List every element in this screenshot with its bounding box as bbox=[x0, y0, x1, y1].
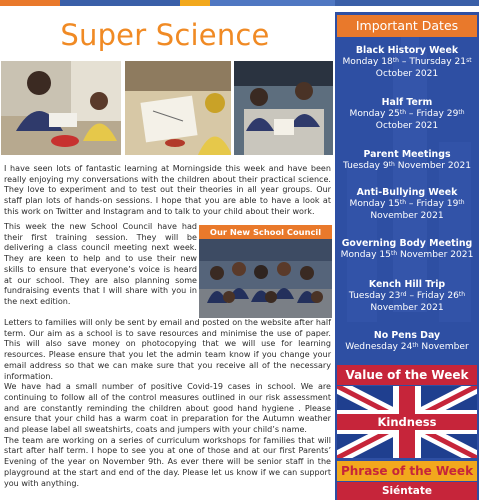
workshops-paragraph: The team are working on a series of curriculum workshops for families that will start after half term. I hope to see you at one of those and at our first Parents’ Evening of the year on November 9th. As ever there will be senior staff in the playground at the start and end of the day. Please let us know if we can support you with anything. bbox=[4, 435, 331, 488]
school-council-caption: Our New School Council bbox=[199, 225, 332, 239]
phrase-of-week-text: Siéntate bbox=[381, 485, 432, 497]
science-photo-3 bbox=[233, 60, 334, 156]
event-no-pens-day bbox=[335, 330, 479, 354]
event-date: Tuesday 9th November 2021 bbox=[342, 161, 472, 171]
event-date: Wednesday 24th November bbox=[345, 342, 469, 352]
event-parent-meetings bbox=[335, 149, 479, 173]
value-of-week-header: Value of the Week bbox=[337, 365, 477, 385]
science-paragraph: I have seen lots of fantastic learning at Morningside this week and have been really enjoying my conversations with the children about their practical science. They love to experiment and to test out their theories in all year groups. Our staff plan lots of hands-on sessions. I hope that you are able to have a look at this work on Twitter and Instagram and to talk to your child about their work. bbox=[4, 164, 331, 216]
science-photo-2 bbox=[124, 60, 232, 156]
important-dates-header: Important Dates bbox=[337, 15, 477, 37]
event-date: Monday 25th – Friday 29th October 2021 bbox=[349, 109, 465, 131]
letters-paragraph: Letters to families will only be sent by email and posted on the website after half term. Our aim as a school is to save resources and minimise the use of paper. This will also save money on photocopying that we will use for learning resources. Please ensure that you let the admin team know if you change your email address so that we can make sure that you receive all of the necessary information. bbox=[4, 318, 331, 381]
news-paragraphs bbox=[4, 318, 331, 489]
event-title: Anti-Bullying Week bbox=[356, 187, 458, 198]
page-title: Super Science bbox=[60, 18, 270, 52]
event-title: No Pens Day bbox=[373, 330, 441, 341]
value-of-week-text: Kindness bbox=[377, 415, 437, 429]
event-title: Kench Hill Trip bbox=[368, 279, 446, 290]
top-decorative-strip bbox=[0, 0, 479, 6]
school-council-paragraph: This week the new School Council have had their first training session. They will be delivering a class council meeting next week. They are keen to help and to use their new skills to ensure that everyone’s voice is heard at our school. They are also planning some fundraising events that I will share with you in the next edition. bbox=[4, 222, 197, 306]
event-anti-bullying-week bbox=[335, 187, 479, 222]
science-photo-1 bbox=[0, 60, 122, 156]
event-date: Monday 15th November 2021 bbox=[340, 250, 474, 260]
event-date: Monday 15th – Friday 19th November 2021 bbox=[349, 199, 465, 221]
event-half-term bbox=[335, 97, 479, 132]
event-title: Governing Body Meeting bbox=[341, 238, 473, 249]
event-governing-body-meeting bbox=[335, 238, 479, 262]
covid-paragraph: We have had a small number of positive Covid-19 cases in school. We are continuing to follow all of the control measures outlined in our risk assessment and are constantly reminding the children about good hand hygiene . Please ensure that your child has a warm coat in preparation for the Autumn weather and please label all sweatshirts, coats and jumpers with your child’s name. bbox=[4, 382, 331, 435]
event-title: Half Term bbox=[381, 97, 433, 108]
event-title: Parent Meetings bbox=[363, 149, 451, 160]
event-title: Black History Week bbox=[355, 45, 459, 56]
event-kench-hill-trip bbox=[335, 279, 479, 314]
phrase-of-week-header: Phrase of the Week bbox=[337, 461, 477, 481]
event-date: Tuesday 23rd – Friday 26th November 2021 bbox=[348, 291, 466, 313]
event-date: Monday 18th – Thursday 21st October 2021 bbox=[342, 57, 472, 79]
school-council-photo bbox=[199, 239, 332, 318]
event-black-history-week bbox=[335, 45, 479, 80]
